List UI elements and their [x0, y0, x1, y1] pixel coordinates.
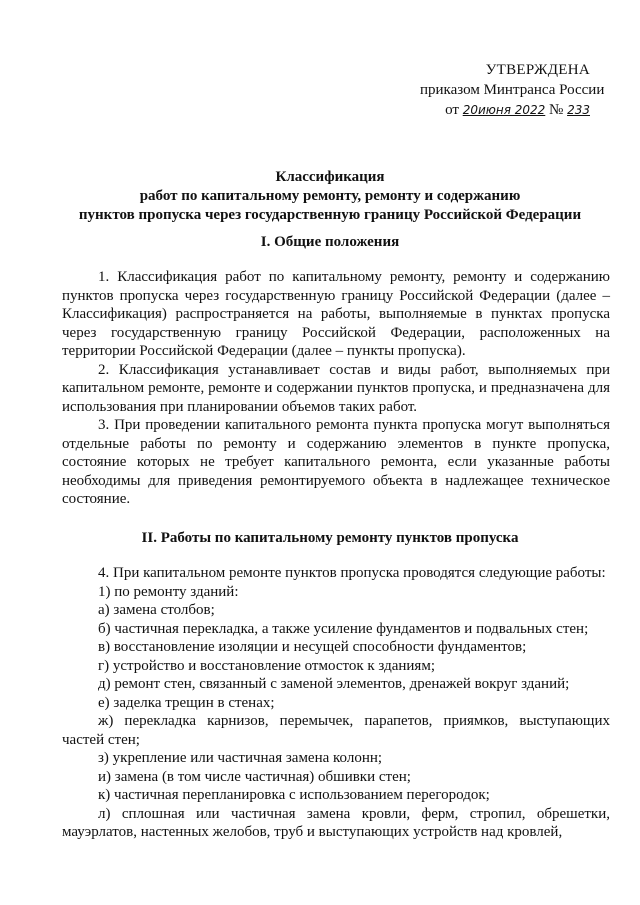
section-1-heading: I. Общие положения	[260, 234, 400, 250]
list-item: г) устройство и восстановление отмосток к зданиям;	[98, 657, 435, 674]
document-title-line-1: Классификация	[275, 169, 385, 185]
list-item: б) частичная перекладка, а также усиление фундаментов и подвальных стен;	[98, 620, 589, 637]
list-item: а) замена столбов;	[98, 602, 215, 618]
approval-stamp	[420, 60, 605, 120]
section-1-body	[62, 268, 610, 509]
section-2-heading: II. Работы по капитальному ремонту пунктов пропуска	[141, 530, 519, 546]
list-item: в) восстановление изоляции и несущей способности фундаментов;	[98, 639, 527, 655]
document-title-line-2: работ по капитальному ремонту, ремонту и содержанию	[139, 188, 521, 204]
list-item: к) частичная перепланировка с использованием перегородок;	[98, 787, 490, 803]
list-item: л) сплошная или частичная замена кровли, ферм, стропил, обрешетки, мауэрлатов, настенных желобов, труб и выступающих устройств над кровлей,	[62, 805, 610, 840]
document-title	[30, 168, 630, 225]
list-item: и) замена (в том числе частичная) обшивки стен;	[98, 768, 411, 785]
paragraph-2: 2. Классификация устанавливает состав и виды работ, выполняемых при капитальном ремонте, ремонте и содержании пунктов пропуска, и предназначена для использования при планировании объемов таких работ.	[62, 361, 610, 415]
approval-order: приказом Минтранса России	[420, 82, 605, 98]
list-item: е) заделка трещин в стенах;	[98, 694, 275, 711]
list-item: д) ремонт стен, связанный с заменой элементов, дренажей вокруг зданий;	[98, 676, 570, 692]
paragraph-4-intro: 4. При капитальном ремонте пунктов пропуска проводятся следующие работы:	[98, 565, 606, 581]
approval-from-label: от	[445, 102, 459, 118]
document-title-line-3: пунктов пропуска через государственную границу Российской Федерации	[78, 207, 582, 223]
approval-date-handwritten: 20июня 2022	[462, 103, 546, 117]
paragraph-1: 1. Классификация работ по капитальному ремонту, ремонту и содержанию пунктов пропуска через государственную границу Российской Федерации (далее – Классификация) распространяется на работы, выполняемые в пунктах пропуска через государственную границу Российской Федерации, расположенных на территории Российской Федерации (далее – пункты пропуска).	[62, 269, 610, 359]
list-item: ж) перекладка карнизов, перемычек, парапетов, приямков, выступающих частей стен;	[62, 713, 610, 748]
list-item: з) укрепление или частичная замена колонн;	[98, 750, 383, 766]
approval-title: УТВЕРЖДЕНА	[485, 62, 590, 78]
paragraph-3: 3. При проведении капитального ремонта пункта пропуска могут выполняться отдельные работы по ремонту и содержанию элементов в пункте пропуска, состояние которых не требует капитального ремонта, если указанные работы необходимы для приведения ремонтируемого объекта в надлежащее техническое состояние.	[62, 417, 610, 507]
list-item: 1) по ремонту зданий:	[98, 583, 239, 600]
approval-number-label: №	[549, 102, 564, 118]
approval-date-line	[420, 100, 590, 120]
section-2-body	[62, 564, 610, 842]
approval-number-handwritten: 233	[567, 103, 590, 117]
